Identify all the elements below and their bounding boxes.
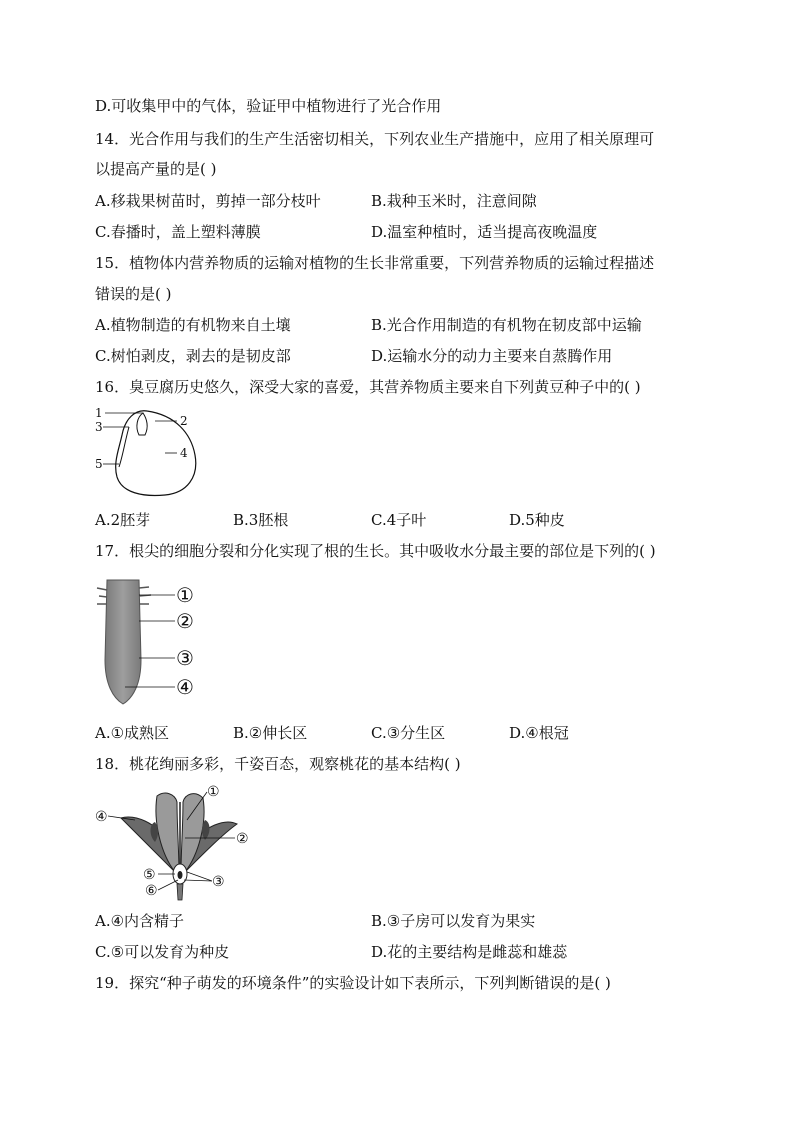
q18-label-5: ⑤	[143, 867, 156, 883]
q16-stem: 16．臭豆腐历史悠久，深受大家的喜爱，其营养物质主要来自下列黄豆种子中的( )	[95, 378, 641, 396]
q15-option-c: C.树怕剥皮，剥去的是韧皮部	[95, 347, 291, 365]
q18-label-6: ⑥	[145, 883, 158, 899]
q14-stem-line1: 14．光合作用与我们的生产生活密切相关，下列农业生产措施中，应用了相关原理可	[95, 130, 655, 148]
q18-label-3: ③	[212, 874, 225, 890]
q18-option-b: B.③子房可以发育为果实	[371, 912, 536, 930]
q14-option-b: B.栽种玉米时，注意间隙	[371, 192, 537, 210]
q17-label-3: ③	[176, 646, 194, 670]
q13-option-d: D.可收集甲中的气体，验证甲中植物进行了光合作用	[95, 97, 442, 115]
q15-option-d: D.运输水分的动力主要来自蒸腾作用	[371, 347, 613, 365]
q14-stem-line2: 以提高产量的是( )	[95, 160, 217, 178]
q17-option-a: A.①成熟区	[95, 724, 170, 742]
q18-label-4: ④	[95, 809, 108, 825]
q14-option-c: C.春播时，盖上塑料薄膜	[95, 223, 261, 241]
q14-option-d: D.温室种植时，适当提高夜晚温度	[371, 223, 598, 241]
q17-option-b: B.②伸长区	[233, 724, 308, 742]
q16-option-b: B.3胚根	[233, 511, 289, 529]
q18-option-c: C.⑤可以发育为种皮	[95, 943, 230, 961]
q15-stem-line1: 15．植物体内营养物质的运输对植物的生长非常重要，下列营养物质的运输过程描述	[95, 254, 655, 272]
q17-label-1: ①	[176, 583, 194, 607]
q16-label-1: 1	[95, 406, 103, 420]
q16-option-c: C.4子叶	[371, 511, 427, 529]
q17-label-2: ②	[176, 609, 194, 633]
q16-label-4: 4	[180, 446, 188, 460]
soybean-seed-figure	[95, 405, 205, 500]
q17-option-c: C.③分生区	[371, 724, 446, 742]
peach-flower-figure	[95, 782, 265, 902]
q16-label-3: 3	[95, 420, 103, 434]
q15-option-a: A.植物制造的有机物来自土壤	[95, 316, 291, 334]
q15-option-b: B.光合作用制造的有机物在韧皮部中运输	[371, 316, 642, 334]
q16-option-d: D.5种皮	[509, 511, 565, 529]
q16-label-5: 5	[95, 457, 103, 471]
q18-label-1: ①	[207, 784, 220, 800]
q18-option-d: D.花的主要结构是雌蕊和雄蕊	[371, 943, 568, 961]
q18-label-2: ②	[236, 831, 249, 847]
q18-stem: 18．桃花绚丽多彩，千姿百态，观察桃花的基本结构( )	[95, 755, 461, 773]
root-tip-figure	[95, 580, 215, 710]
q19-stem: 19．探究“种子萌发的环境条件”的实验设计如下表所示，下列判断错误的是( )	[95, 974, 611, 992]
q16-label-2: 2	[180, 414, 188, 428]
q18-option-a: A.④内含精子	[95, 912, 185, 930]
q14-option-a: A.移栽果树苗时，剪掉一部分枝叶	[95, 192, 321, 210]
q15-stem-line2: 错误的是( )	[95, 285, 172, 303]
q17-option-d: D.④根冠	[509, 724, 569, 742]
q16-option-a: A.2胚芽	[95, 511, 151, 529]
q17-label-4: ④	[176, 675, 194, 699]
q17-stem: 17．根尖的细胞分裂和分化实现了根的生长。其中吸收水分最主要的部位是下列的( )	[95, 542, 656, 560]
